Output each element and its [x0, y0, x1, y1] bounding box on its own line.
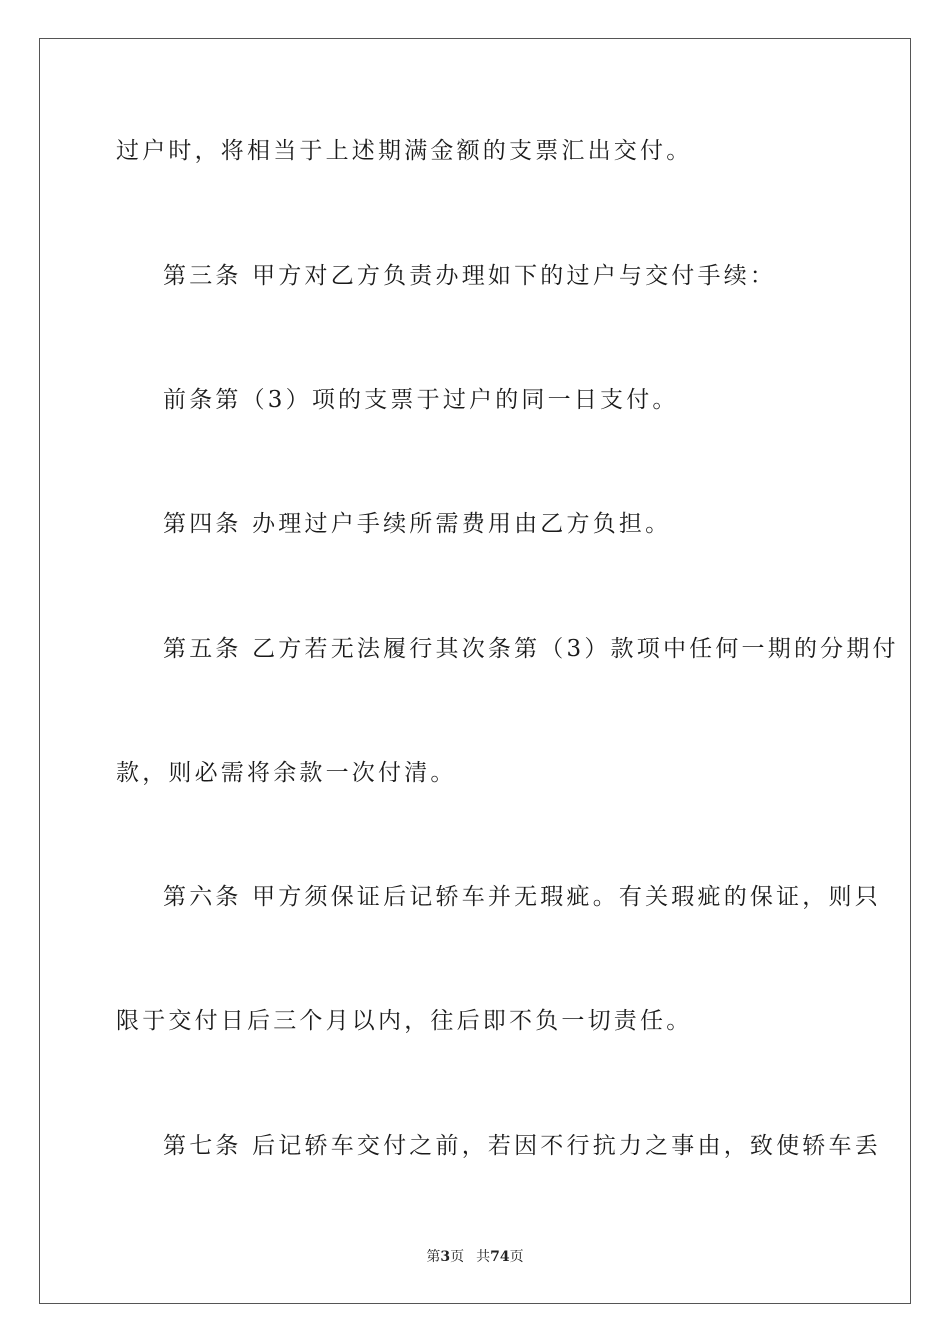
- footer-page-number: 3: [440, 1249, 451, 1265]
- text-line-4: 第四条 办理过户手续所需费用由乙方负担。: [163, 511, 672, 537]
- footer-total-pages: 74: [490, 1249, 510, 1265]
- text-line-7: 第六条 甲方须保证后记轿车并无瑕疵。有关瑕疵的保证，则只: [163, 884, 881, 910]
- text-line-6: 款，则必需将余款一次付清。: [116, 760, 457, 786]
- page-border: [39, 38, 911, 1304]
- footer-total-prefix: 共: [476, 1249, 491, 1265]
- text-line-2: 第三条 甲方对乙方负责办理如下的过户与交付手续：: [163, 263, 777, 289]
- footer-page-suffix: 页: [450, 1249, 465, 1265]
- text-line-5: 第五条 乙方若无法履行其次条第（3）款项中任何一期的分期付: [163, 636, 899, 662]
- page-footer: [0, 1248, 950, 1266]
- text-line-1: 过户时，将相当于上述期满金额的支票汇出交付。: [116, 138, 693, 164]
- text-line-9: 第七条 后记轿车交付之前，若因不行抗力之事由，致使轿车丢: [163, 1133, 881, 1159]
- footer-page-prefix: 第: [426, 1249, 441, 1265]
- footer-total-suffix: 页: [509, 1249, 524, 1265]
- text-line-3: 前条第（3）项的支票于过户的同一日支付。: [163, 387, 679, 413]
- text-line-8: 限于交付日后三个月以内，往后即不负一切责任。: [116, 1008, 693, 1034]
